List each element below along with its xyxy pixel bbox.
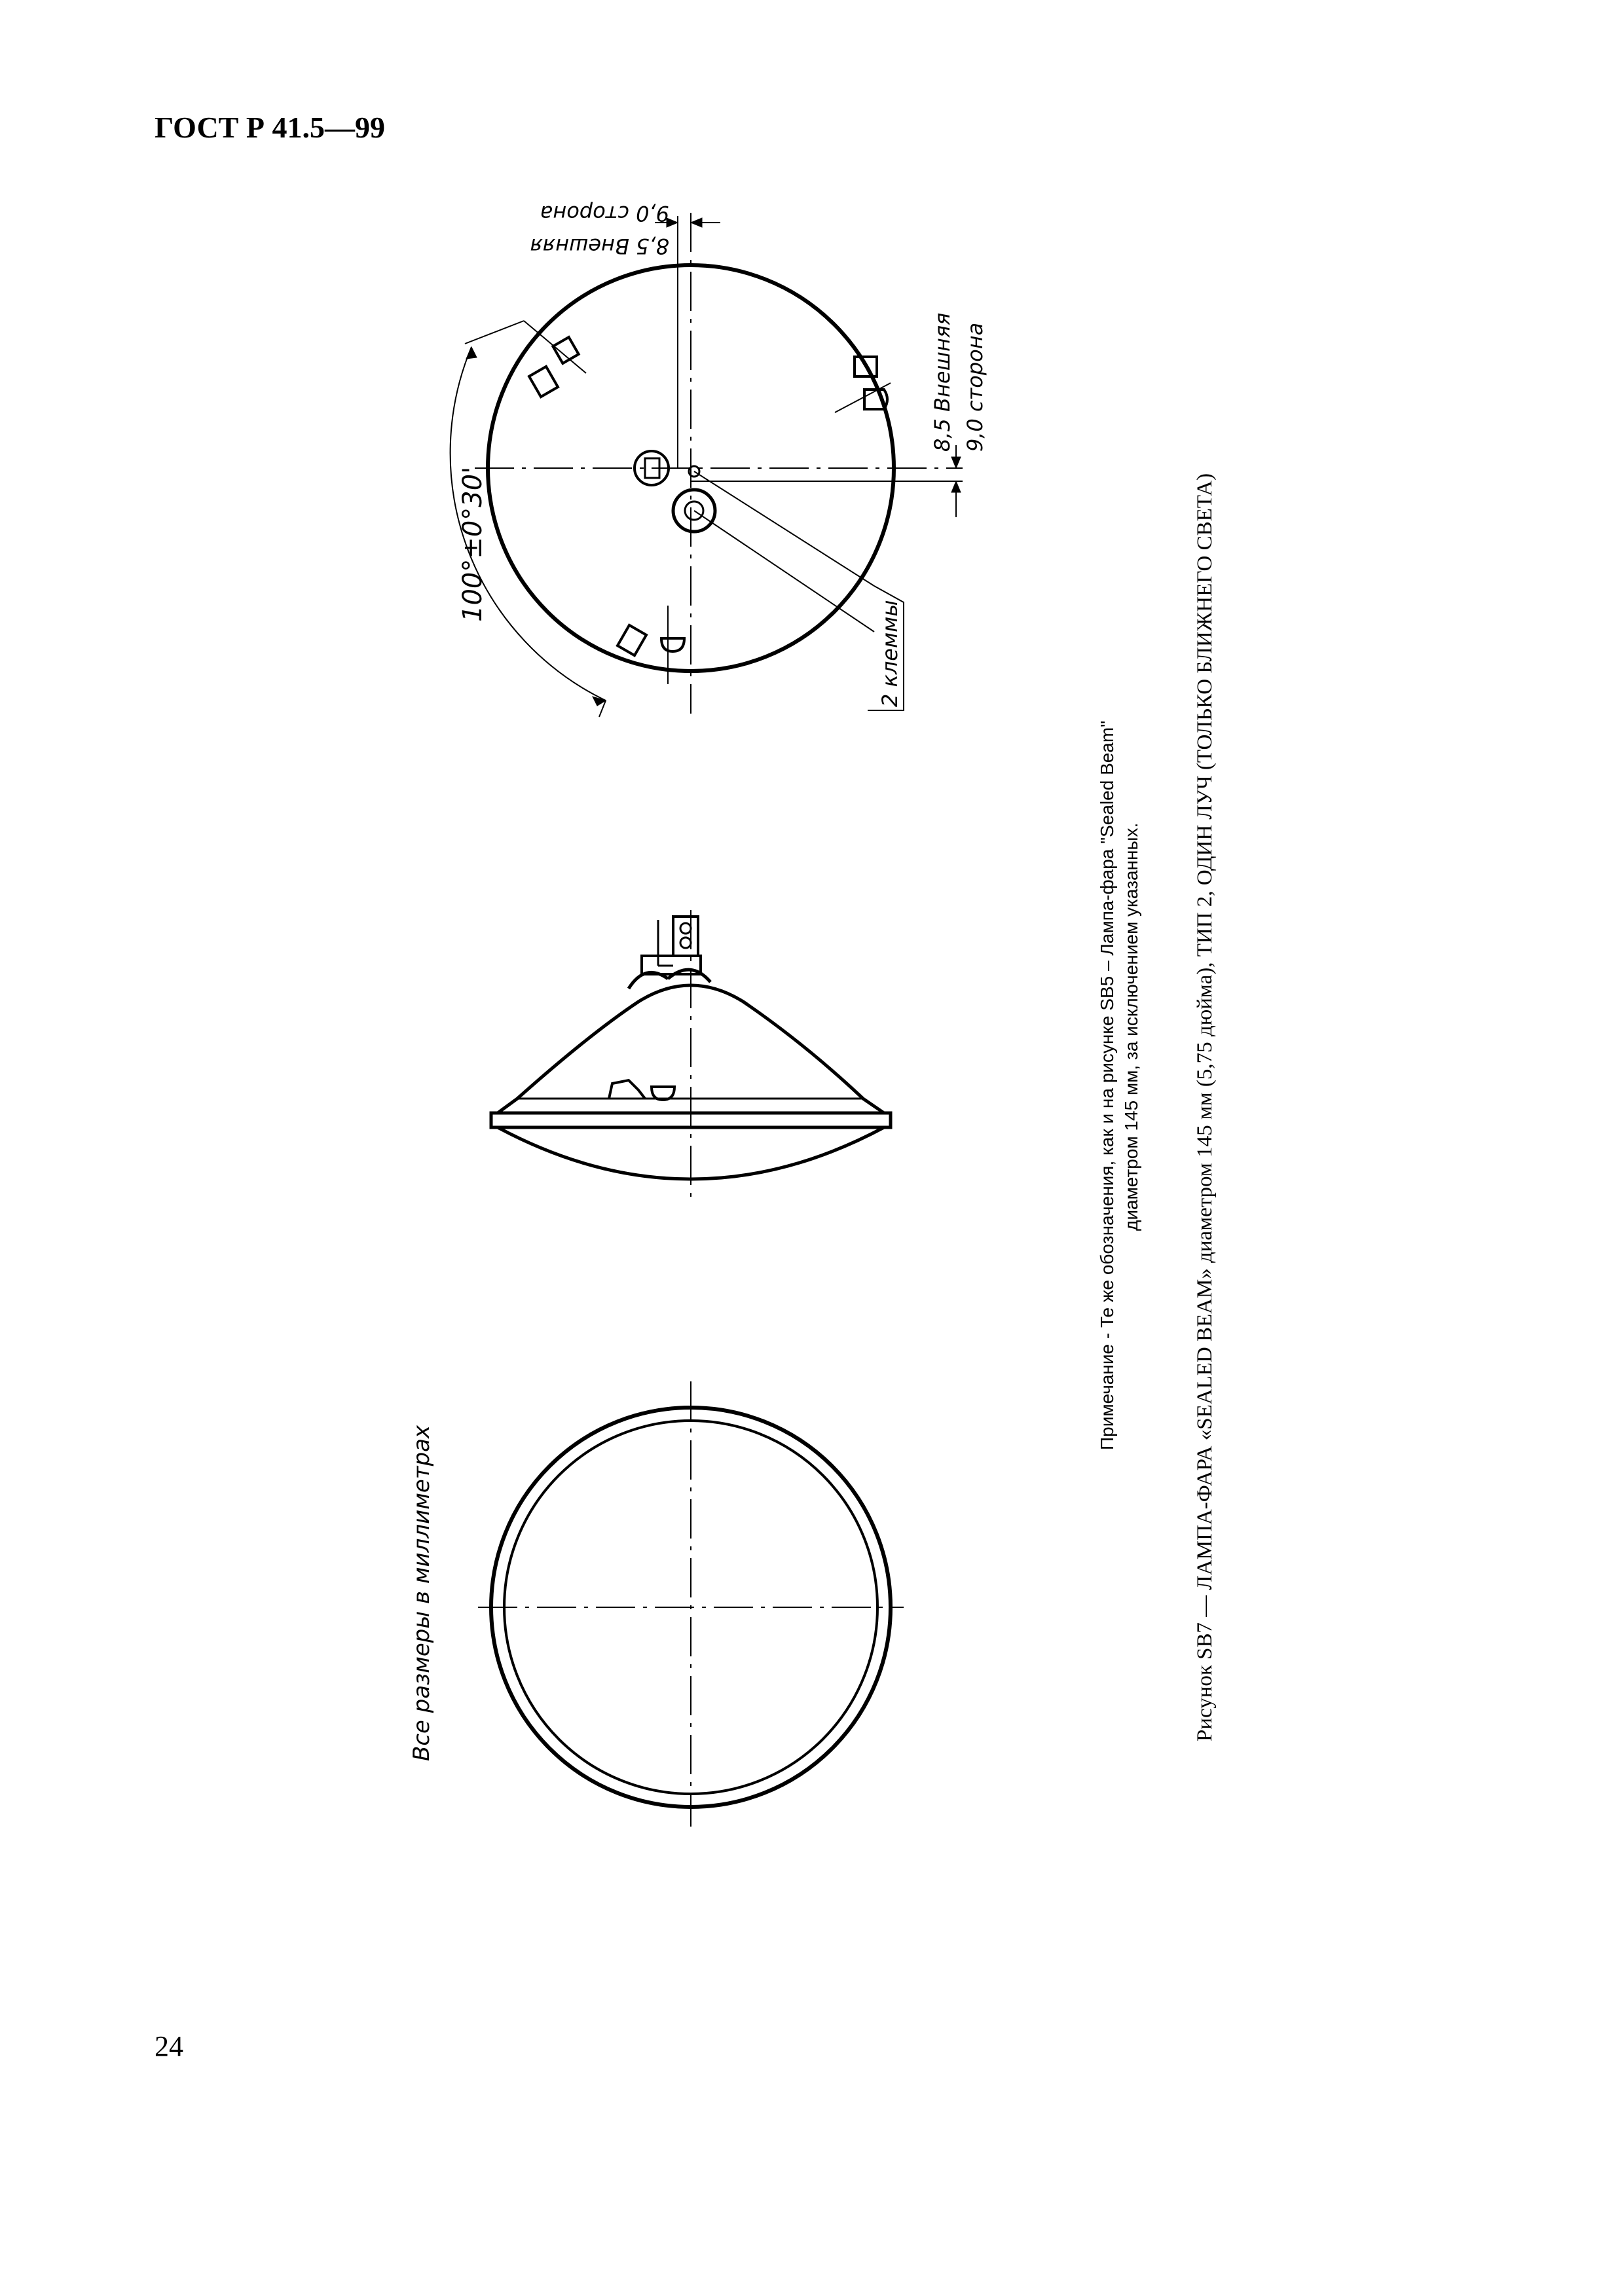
top-dimension-outer: 8,5 Внешняя	[530, 234, 669, 259]
right-dimension-outer: 8,5 Внешняя	[930, 312, 955, 452]
units-note: Все размеры в миллиметрах	[409, 1425, 435, 1761]
right-dimension-side: 9,0 сторона	[963, 322, 987, 452]
standard-header: ГОСТ Р 41.5—99	[155, 111, 385, 144]
side-view	[491, 910, 891, 1205]
figure-caption: Рисунок SB7 — ЛАМПА-ФАРА «SEALED BEAM» диаметром 145 мм (5,75 дюйма), ТИП 2, ОДИН ЛУЧ (ТОЛЬКО БЛИЖНЕГО СВЕТА)	[1193, 473, 1217, 1741]
angle-dimension-label: 100°±0°30'	[458, 466, 488, 622]
terminals-label: 2 клеммы	[877, 600, 902, 707]
note-line-2: диаметром 145 мм, за исключением указанных.	[1121, 822, 1141, 1231]
note-line-1: Примечание - Те же обозначения, как и на рисунке SB5 – Лампа-фара "Sealed Beam"	[1097, 720, 1117, 1450]
top-dimension-side: 9,0 сторона	[540, 201, 669, 226]
front-view	[478, 1381, 904, 1827]
page-number: 24	[155, 2030, 183, 2062]
